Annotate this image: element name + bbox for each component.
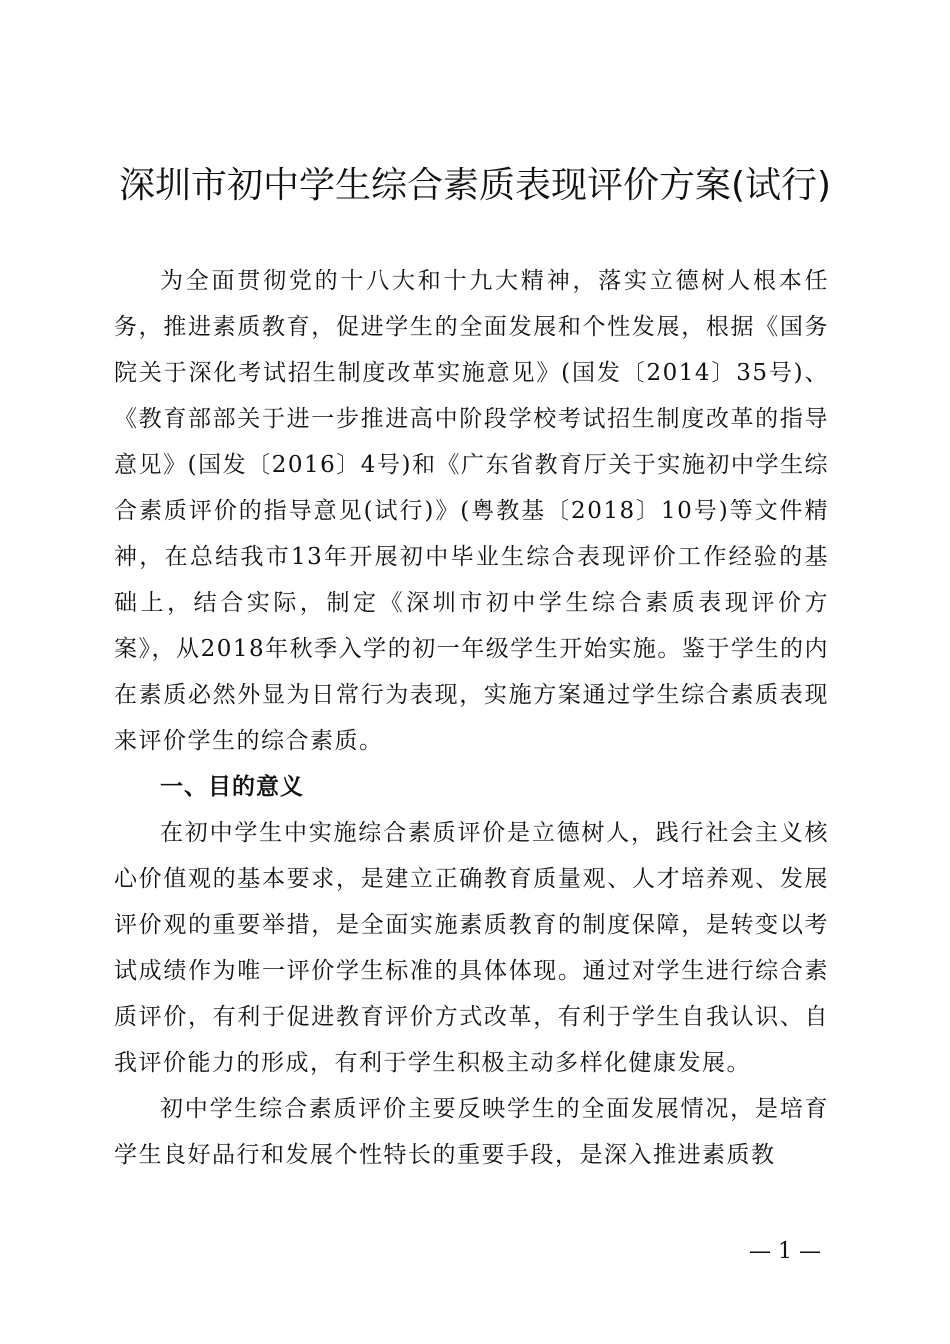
document-title: 深圳市初中学生综合素质表现评价方案(试行) — [118, 165, 832, 206]
document-body — [114, 258, 829, 1178]
section-heading-purpose: 一、目的意义 — [160, 774, 304, 800]
page-number: — 1 — — [749, 1239, 821, 1264]
paragraph-reflection: 初中学生综合素质评价主要反映学生的全面发展情况，是培育学生良好品行和发展个性特长的重要手段，是深入推进素质教 — [114, 1096, 829, 1168]
paragraph-intro: 为全面贯彻党的十八大和十九大精神，落实立德树人根本任务，推进素质教育，促进学生的全面发展和个性发展，根据《国务院关于深化考试招生制度改革实施意见》(国发〔2014〕35号)、《教育部部关于进一步推进高中阶段学校考试招生制度改革的指导意见》(国发〔2016〕4号)和《广东省教育厅关于实施初中学生综合素质评价的指导意见(试行)》(粤教基〔2018〕10号)等文件精神，在总结我市13年开展初中毕业生综合表现评价工作经验的基础上，结合实际，制定《深圳市初中学生综合素质表现评价方案》，从2018年秋季入学的初一年级学生开始实施。鉴于学生的内在素质必然外显为日常行为表现，实施方案通过学生综合素质表现来评价学生的综合素质。 — [114, 268, 829, 754]
paragraph-purpose: 在初中学生中实施综合素质评价是立德树人，践行社会主义核心价值观的基本要求，是建立正确教育质量观、人才培养观、发展评价观的重要举措，是全面实施素质教育的制度保障，是转变以考试成绩作为唯一评价学生标准的具体体现。通过对学生进行综合素质评价，有利于促进教育评价方式改革，有利于学生自我认识、自我评价能力的形成，有利于学生积极主动多样化健康发展。 — [114, 820, 829, 1076]
